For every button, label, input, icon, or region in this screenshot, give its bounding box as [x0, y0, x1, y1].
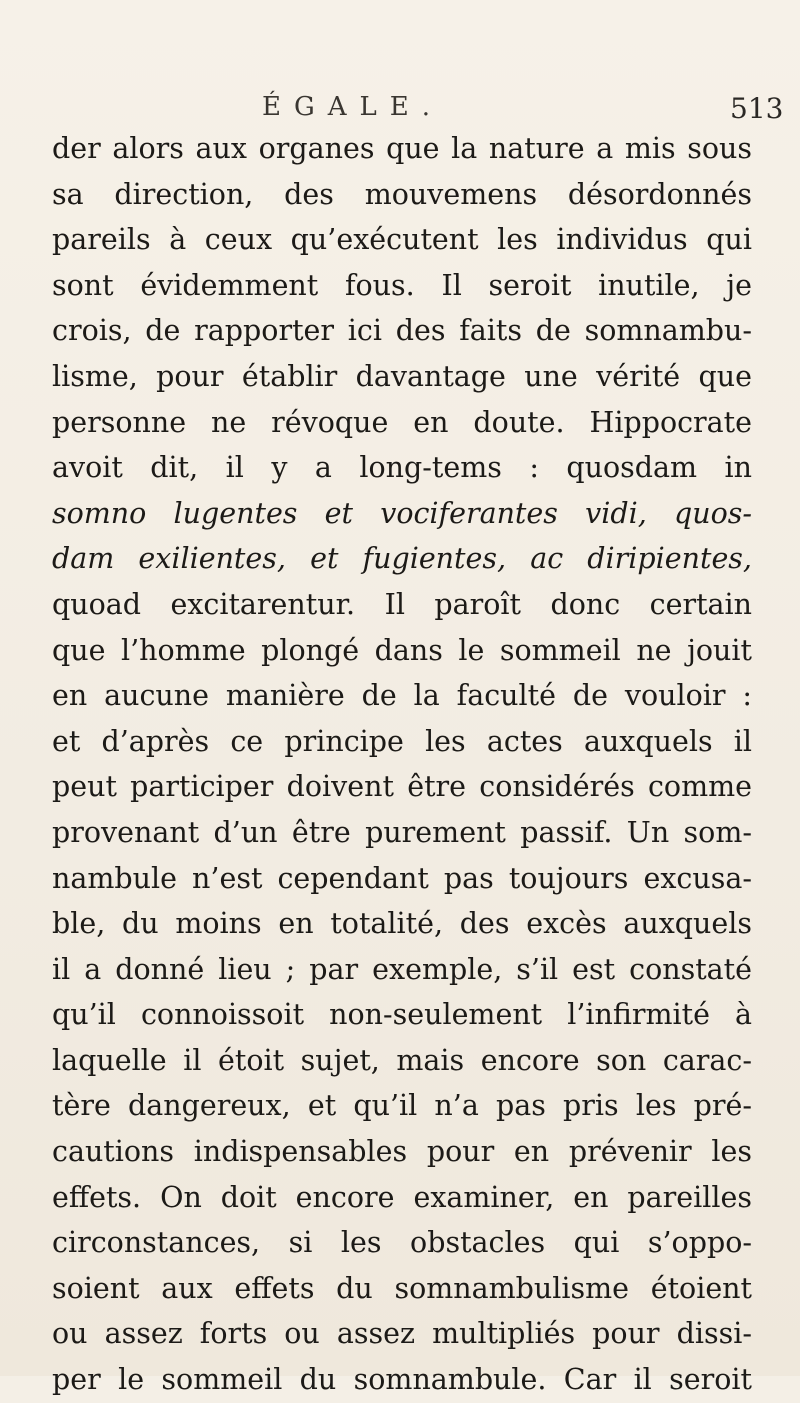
text-line: quoad excitarentur. Il paroît donc certain: [52, 587, 752, 621]
text-line: per le sommeil du somnambule. Car il seroit: [52, 1363, 752, 1397]
text-line: avoit dit, il y a long-tems : quosdam in: [52, 451, 752, 485]
text-line: effets. On doit encore examiner, en pareilles: [52, 1180, 752, 1214]
body-text: [52, 126, 752, 1403]
text-line: der alors aux organes que la nature a mis sous: [52, 132, 752, 165]
text-line: peut participer doivent être considérés comme: [52, 770, 752, 804]
text-line: et d’après ce principe les actes auxquels il: [52, 724, 752, 758]
text-line: tère dangereux, et qu’il n’a pas pris les pré-: [52, 1089, 752, 1123]
text-line: pareils à ceux qu’exécutent les individus qui: [52, 223, 752, 257]
text-line: ou assez forts ou assez multipliés pour dissi-: [52, 1317, 752, 1351]
text-line: personne ne révoque en doute. Hippocrate: [52, 405, 752, 439]
text-line-latin-quote: dam exilientes, et fugientes, ac diripientes,: [52, 542, 752, 576]
text-line: soient aux effets du somnambulisme étoient: [52, 1271, 752, 1305]
text-line: nambule n’est cependant pas toujours excusa-: [52, 861, 752, 895]
text-line: sont évidemment fous. Il seroit inutile, je: [52, 268, 752, 302]
text-line: ble, du moins en totalité, des excès auxquels: [52, 907, 752, 941]
text-line: crois, de rapporter ici des faits de somnambu-: [52, 314, 752, 348]
text-line: cautions indispensables pour en prévenir les: [52, 1135, 752, 1169]
text-line: il a donné lieu ; par exemple, s’il est constaté: [52, 952, 752, 986]
text-line: qu’il connoissoit non-seulement l’infirmité à: [52, 998, 752, 1032]
text-line-latin-quote: somno lugentes et vociferantes vidi, quos-: [52, 496, 752, 530]
page-number: 513: [730, 92, 784, 125]
text-line: en aucune manière de la faculté de vouloir :: [52, 679, 752, 713]
running-head: ÉGALE.: [262, 92, 444, 122]
text-line: sa direction, des mouvemens désordonnés: [52, 177, 752, 211]
text-line: que l’homme plongé dans le sommeil ne jouit: [52, 633, 752, 667]
text-line: circonstances, si les obstacles qui s’oppo-: [52, 1226, 752, 1260]
text-line: lisme, pour établir davantage une vérité que: [52, 359, 752, 393]
text-line: laquelle il étoit sujet, mais encore son carac-: [52, 1043, 752, 1077]
text-line: provenant d’un être purement passif. Un som-: [52, 815, 752, 849]
